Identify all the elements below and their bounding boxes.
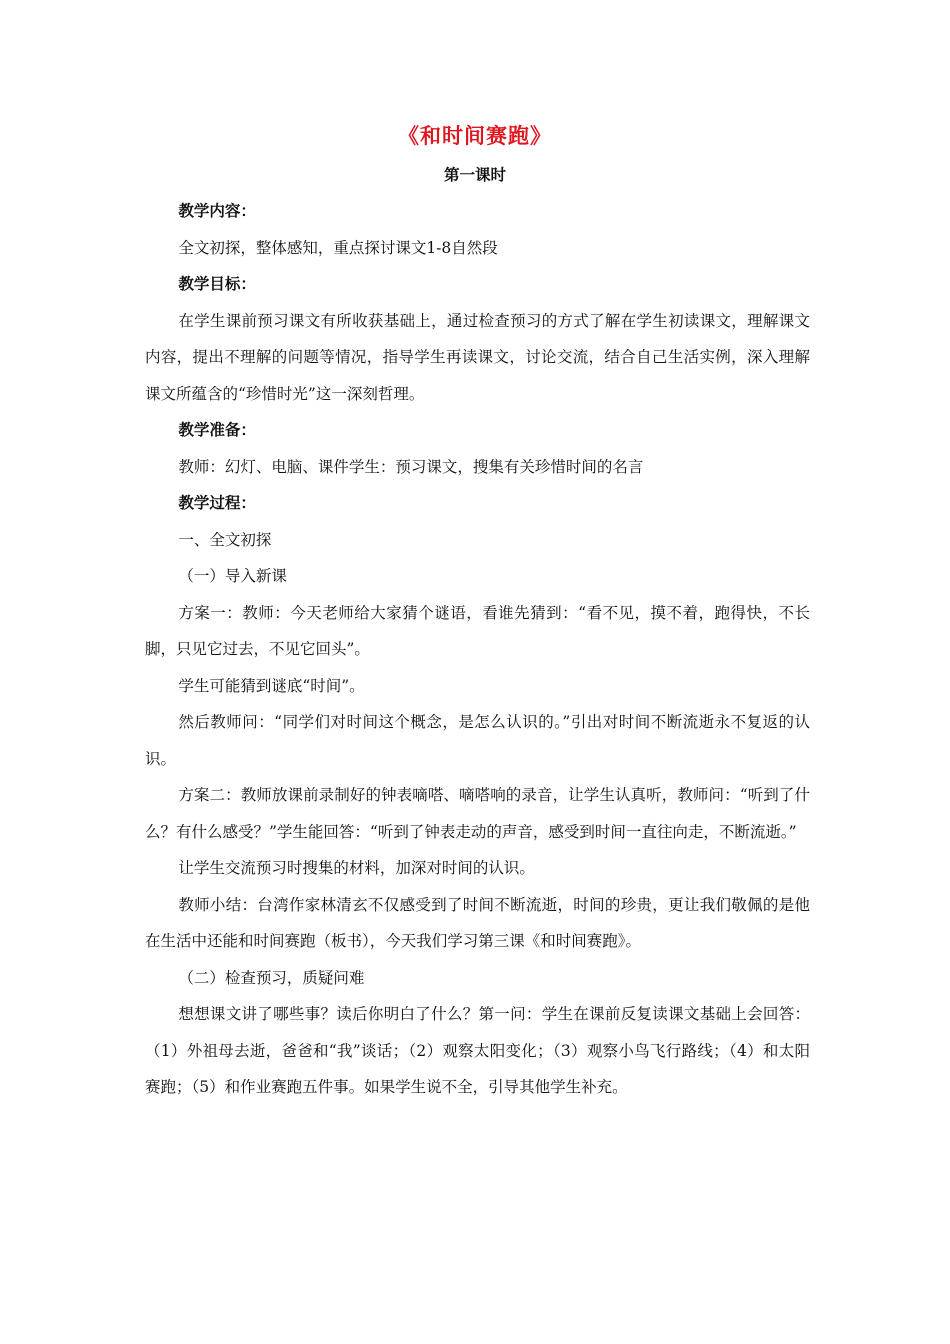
paragraph: 方案二：教师放课前录制好的钟表嘀嗒、嘀嗒响的录音，让学生认真听，教师问：“听到了什么？有什么感受？”学生能回答：“听到了钟表走动的声音，感受到时间一直往向走，不断流逝。”: [145, 786, 810, 841]
paragraph: 方案一：教师：今天老师给大家猜个谜语，看谁先猜到：“看不见，摸不着，跑得快，不长脚，只见它过去，不见它回头”。: [145, 603, 810, 658]
paragraph: 一、全文初探: [178, 530, 272, 549]
paragraph: 教师小结：台湾作家林清玄不仅感受到了时间不断流逝，时间的珍贵，更让我们敬佩的是他在生活中还能和时间赛跑（板书），今天我们学习第三课《和时间赛跑》。: [145, 895, 810, 950]
paragraph: 然后教师问：“同学们对时间这个概念，是怎么认识的。”引出对时间不断流逝永不复返的认识。: [145, 713, 810, 768]
section-heading: 教学准备：: [178, 420, 256, 439]
paragraph: （二）检查预习，质疑问难: [178, 968, 365, 987]
document-title: 《和时间赛跑》: [398, 123, 552, 148]
paragraph: 全文初探，整体感知，重点探讨课文1-8自然段: [178, 238, 498, 257]
paragraph: 想想课文讲了哪些事？读后你明白了什么？第一问：学生在课前反复读课文基础上会回答：（1）外祖母去逝，爸爸和“我”谈话；（2）观察太阳变化；（3）观察小鸟飞行路线；（4）和太阳赛跑；（5）和作业赛跑五件事。如果学生说不全，引导其他学生补充。: [145, 1005, 810, 1096]
document-body: [145, 193, 810, 1106]
section-heading: 教学内容：: [178, 201, 256, 220]
lesson-subtitle: 第一课时: [443, 165, 506, 184]
section-heading: 教学目标：: [178, 274, 256, 293]
section-heading: 教学过程：: [178, 493, 256, 512]
paragraph: （一）导入新课: [178, 567, 287, 585]
paragraph: 让学生交流预习时搜集的材料，加深对时间的认识。: [178, 859, 535, 877]
paragraph: 学生可能猜到谜底“时间”。: [178, 676, 365, 695]
paragraph: 在学生课前预习课文有所收获基础上，通过检查预习的方式了解在学生初读课文，理解课文内容，提出不理解的问题等情况，指导学生再读课文，讨论交流，结合自己生活实例，深入理解课文所蕴含的“珍惜时光”这一深刻哲理。: [145, 311, 810, 403]
paragraph: 教师：幻灯、电脑、课件学生：预习课文，搜集有关珍惜时间的名言: [178, 457, 644, 476]
